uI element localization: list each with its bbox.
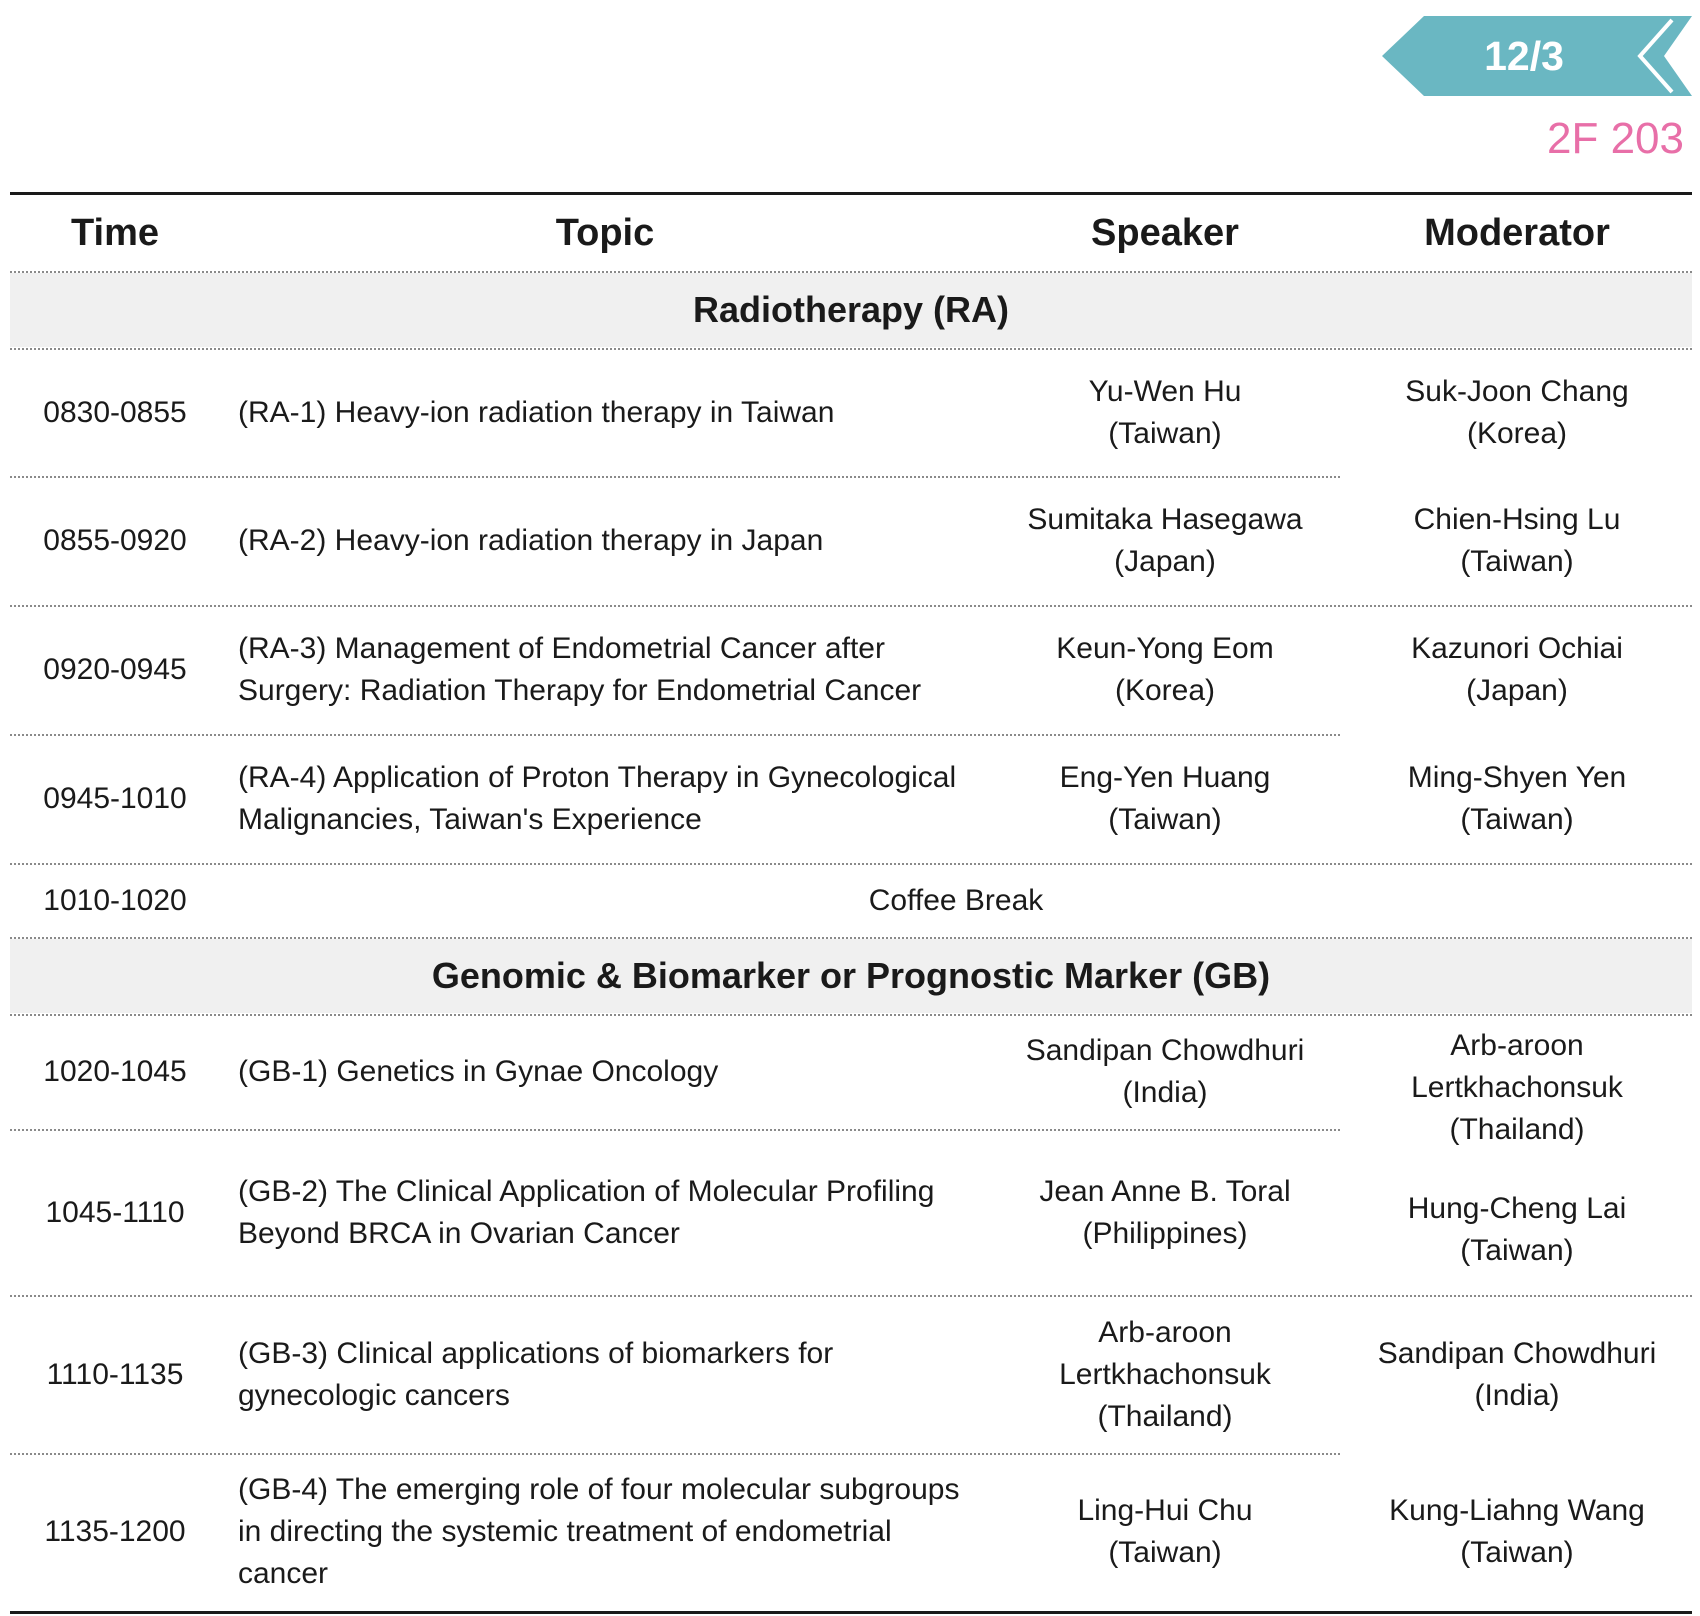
table-row — [10, 1297, 1692, 1452]
time-cell: 1045-1110 — [45, 1195, 185, 1229]
break-label: Coffee Break — [868, 884, 1044, 917]
moderator-cell — [1342, 1455, 1692, 1609]
speaker-text: Arb-aroon Lertkhachonsuk (Thailand) — [1059, 1315, 1271, 1433]
time-cell: 0945-1010 — [43, 782, 187, 815]
header-moderator: Moderator — [1424, 212, 1610, 254]
moderator-cell — [1342, 1180, 1692, 1280]
topic-cell — [238, 607, 988, 733]
date-label: 12/3 (Sun.) — [1465, 33, 1583, 159]
moderator-text: Kazunori Ochiai (Japan) — [1411, 632, 1623, 707]
moderator-block — [10, 1016, 1692, 1160]
time-cell: 0855-0920 — [43, 524, 187, 557]
topic-text: (GB-1) Genetics in Gynae Oncology — [238, 1055, 719, 1088]
speaker-text: Sandipan Chowdhuri (India) — [1025, 1034, 1305, 1109]
topic-text: (GB-2) The Clinical Application of Molecular Profiling Beyond BRCA in Ovarian Cancer — [238, 1174, 935, 1250]
moderator-cell — [1342, 350, 1692, 475]
moderator-cell — [1342, 736, 1692, 862]
moderator-cell — [1342, 478, 1692, 604]
topic-text: (RA-3) Management of Endometrial Cancer after Surgery: Radiation Therapy for Endometrial Cancer — [238, 632, 922, 707]
time-cell: 0830-0855 — [43, 395, 187, 429]
speaker-cell — [990, 607, 1340, 733]
break-row — [10, 865, 1692, 937]
table-bottom-rule — [10, 1611, 1692, 1614]
topic-cell — [238, 1297, 988, 1452]
topic-cell — [238, 736, 988, 862]
header-time: Time — [70, 212, 159, 254]
section-title: Radiotherapy (RA) — [10, 273, 1692, 347]
moderator-cell — [1342, 607, 1692, 733]
table-row — [10, 350, 1692, 475]
speaker-cell — [990, 1297, 1340, 1452]
table-row — [10, 736, 1692, 862]
room-label: 2F 203 — [1547, 114, 1684, 163]
time-cell: 1110-1135 — [46, 1357, 184, 1391]
table-row — [10, 607, 1692, 733]
topic-text: (GB-4) The emerging role of four molecular subgroups in directing the systemic treatment of endometrial cancer — [238, 1473, 960, 1590]
speaker-cell — [990, 350, 1340, 475]
time-cell: 1010-1020 — [43, 884, 187, 917]
topic-text: (RA-4) Application of Proton Therapy in Gynecological Malignancies, Taiwan's Experience — [238, 761, 957, 836]
moderator-text: Chien-Hsing Lu (Taiwan) — [1413, 503, 1621, 578]
time-cell: 0920-0945 — [43, 653, 187, 686]
section-title: Genomic & Biomarker or Prognostic Marker (GB) — [10, 939, 1692, 1013]
moderator-text: Hung-Cheng Lai (Taiwan) — [1407, 1192, 1627, 1267]
moderator-cell — [1342, 1016, 1692, 1160]
table-top-rule — [10, 192, 1692, 195]
speaker-text: Jean Anne B. Toral (Philippines) — [1039, 1174, 1291, 1250]
speaker-text: Keun-Yong Eom (Korea) — [1056, 632, 1274, 707]
speaker-cell — [990, 478, 1340, 604]
speaker-text: Ling-Hui Chu (Taiwan) — [1077, 1494, 1253, 1569]
moderator-text: Kung-Liahng Wang (Taiwan) — [1389, 1494, 1645, 1569]
topic-cell — [238, 478, 988, 604]
header-speaker: Speaker — [1091, 212, 1239, 254]
topic-cell — [238, 350, 988, 475]
moderator-block — [10, 1180, 1692, 1280]
header-topic: Topic — [555, 212, 655, 254]
table-row — [10, 478, 1692, 604]
speaker-text: Eng-Yen Huang (Taiwan) — [1059, 761, 1271, 836]
moderator-text: Ming-Shyen Yen (Taiwan) — [1407, 761, 1627, 836]
topic-text: (RA-2) Heavy-ion radiation therapy in Japan — [238, 524, 824, 557]
moderator-text: Sandipan Chowdhuri (India) — [1377, 1336, 1657, 1412]
moderator-text: Suk-Joon Chang (Korea) — [1405, 374, 1629, 450]
speaker-text: Sumitaka Hasegawa (Japan) — [1027, 503, 1303, 578]
topic-text: (RA-1) Heavy-ion radiation therapy in Taiwan — [238, 395, 835, 429]
table-header-row — [10, 196, 1692, 270]
speaker-cell — [990, 736, 1340, 862]
topic-text: (GB-3) Clinical applications of biomarkers for gynecologic cancers — [238, 1336, 834, 1412]
speaker-cell — [990, 1455, 1340, 1609]
moderator-text: Arb-aroon Lertkhachonsuk (Thailand) — [1411, 1029, 1623, 1146]
moderator-cell — [1342, 1297, 1692, 1452]
topic-cell — [238, 1455, 988, 1609]
time-cell: 1135-1200 — [44, 1515, 186, 1548]
speaker-text: Yu-Wen Hu (Taiwan) — [1088, 374, 1242, 450]
table-row — [10, 1455, 1692, 1609]
time-cell: 1020-1045 — [43, 1055, 187, 1088]
